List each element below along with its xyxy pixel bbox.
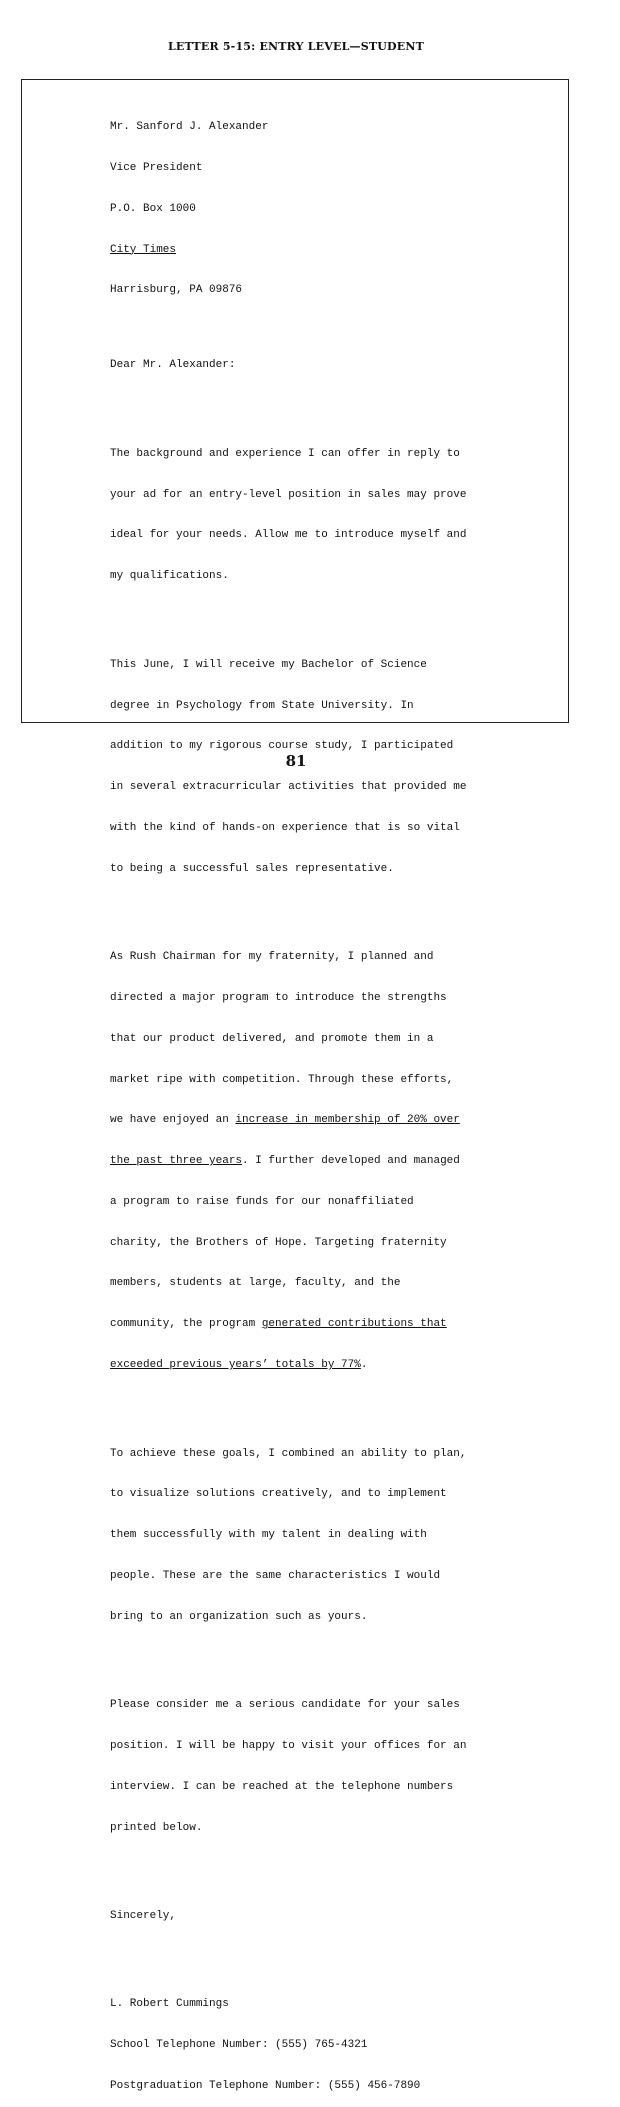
para3-text: . (360, 1359, 368, 1372)
para3-text: we have enjoyed an (110, 1114, 236, 1127)
para5-line: printed below. (110, 1821, 203, 1834)
recipient-name: Mr. Sanford J. Alexander (110, 121, 269, 134)
para3-line: that our product delivered, and promote them in a (110, 1032, 434, 1045)
page-heading: LETTER 5-15: ENTRY LEVEL—STUDENT (167, 40, 425, 53)
letter-body (110, 94, 490, 2107)
para3-line: directed a major program to introduce the strengths (110, 992, 447, 1004)
para2-line: in several extracurricular activities that provided me (110, 781, 467, 794)
para3-line: a program to raise funds for our nonaffiliated (110, 1195, 414, 1208)
recipient-city: Harrisburg, PA 09876 (110, 284, 243, 297)
para2-line: addition to my rigorous course study, I participated (110, 740, 454, 753)
para3-line (110, 1155, 490, 1169)
para4-line: To achieve these goals, I combined an ability to plan, (110, 1447, 467, 1460)
para4-line: to visualize solutions creatively, and to implement (110, 1488, 447, 1501)
para3-line: charity, the Brothers of Hope. Targeting fraternity (110, 1236, 447, 1249)
para4-line: them successfully with my talent in dealing with (110, 1529, 427, 1542)
para3-line: market ripe with competition. Through these efforts, (110, 1073, 454, 1086)
contributions-highlight: exceeded previous years’ totals by 77% (110, 1359, 361, 1372)
para2-line: degree in Psychology from State University. In (110, 699, 414, 712)
para2-line: with the kind of hands-on experience that is so vital (110, 821, 460, 834)
para5-line: Please consider me a serious candidate for your sales (110, 1699, 460, 1712)
signature-name: L. Robert Cummings (110, 1998, 229, 2011)
para3-line: As Rush Chairman for my fraternity, I planned and (110, 951, 434, 964)
para4-line: bring to an organization such as yours. (110, 1610, 368, 1623)
closing: Sincerely, (110, 1910, 177, 1923)
postgraduation-phone: Postgraduation Telephone Number: (555) 456-7890 (110, 2079, 421, 2092)
para3-line: members, students at large, faculty, and the (110, 1277, 401, 1290)
para3-line (110, 1114, 490, 1128)
recipient-box: P.O. Box 1000 (110, 202, 196, 215)
para5-line: position. I will be happy to visit your offices for an (110, 1740, 467, 1753)
para3-line (110, 1359, 490, 1373)
para3-text: . I further developed and managed (242, 1155, 460, 1168)
para1-line: my qualifications. (110, 570, 229, 583)
school-phone: School Telephone Number: (555) 765-4321 (110, 2038, 368, 2051)
para1-line: your ad for an entry-level position in sales may prove (110, 488, 467, 501)
para3-line (110, 1318, 490, 1332)
recipient-company: City Times (110, 243, 177, 256)
contributions-highlight: generated contributions that (261, 1318, 447, 1331)
para2-line: to being a successful sales representative. (110, 862, 394, 875)
recipient-title: Vice President (110, 161, 203, 174)
para1-line: The background and experience I can offer in reply to (110, 447, 460, 460)
para2-line: This June, I will receive my Bachelor of Science (110, 658, 427, 671)
membership-highlight: increase in membership of 20% over (235, 1114, 460, 1127)
para5-line: interview. I can be reached at the telephone numbers (110, 1780, 454, 1793)
para3-text: community, the program (110, 1318, 262, 1331)
page-number: 81 (285, 752, 307, 770)
membership-highlight: the past three years (110, 1155, 243, 1168)
para1-line: ideal for your needs. Allow me to introduce myself and (110, 529, 467, 542)
para4-line: people. These are the same characteristics I would (110, 1569, 441, 1582)
salutation: Dear Mr. Alexander: (110, 359, 236, 372)
